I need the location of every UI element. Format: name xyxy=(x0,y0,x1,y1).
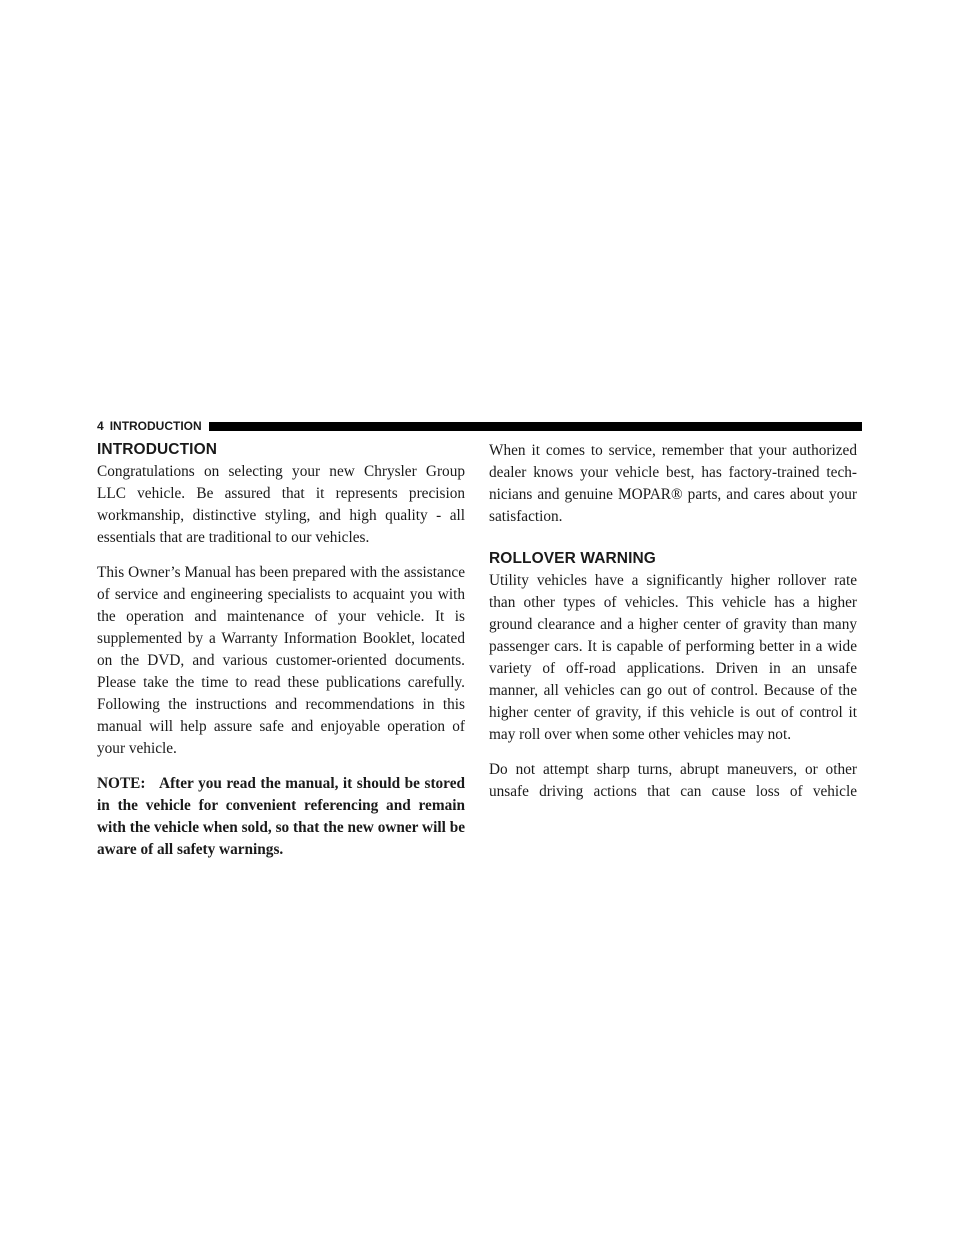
header-section-name: INTRODUCTION xyxy=(109,419,202,433)
paragraph-rollover-rate: Utility vehicles have a significantly higher rollover rate than other types of vehicles. This vehicle has a higher ground clearance and a higher center of gravity than many passenger cars. It is capable of performing better in a wide variety of off-road applications. Driven in an unsafe manner, all vehicles can go out of control. Because of the higher center of gravity, if this vehicle is out of control it may roll over when some other vehicles may not. xyxy=(489,572,857,743)
right-column xyxy=(489,440,857,816)
paragraph-sharp-turns: Do not attempt sharp turns, abrupt maneuvers, or other unsafe driving actions that can cause loss of vehicle xyxy=(489,761,857,800)
page-number: 4 xyxy=(97,419,104,433)
note-text: After you read the manual, it should be stored in the vehicle for convenient referencing and remain with the vehicle when sold, so that the new owner will be aware of all safety warnings. xyxy=(97,775,465,858)
introduction-heading: INTRODUCTION xyxy=(97,441,218,458)
page-header xyxy=(97,419,862,433)
paragraph-congratulations: Congratulations on selecting your new Chrysler Group LLC vehicle. Be assured that it represents precision workmanship, distinctive styling, and high quality - all essentials that are traditional to our vehicles. xyxy=(97,463,465,546)
header-rule xyxy=(209,422,862,431)
rollover-warning-heading: ROLLOVER WARNING xyxy=(489,550,656,567)
note-paragraph xyxy=(97,773,465,861)
note-label: NOTE: xyxy=(97,775,146,792)
heading-spacer xyxy=(489,541,857,549)
paragraph-service: When it comes to service, remember that your authorized dealer knows your vehicle best, has factory-trained technicians and genuine MOPAR® parts, and cares about your satisfaction. xyxy=(489,442,857,525)
left-column xyxy=(97,440,465,874)
paragraph-owners-manual: This Owner’s Manual has been prepared with the assistance of service and engineering specialists to acquaint you with the operation and maintenance of your vehicle. It is supplemented by a Warranty Information Booklet, located on the DVD, and various customer-oriented documents. Please take the time to read these publications carefully. Following the instructions and recommendations in this manual will help assure safe and enjoyable operation of your vehicle. xyxy=(97,564,465,757)
